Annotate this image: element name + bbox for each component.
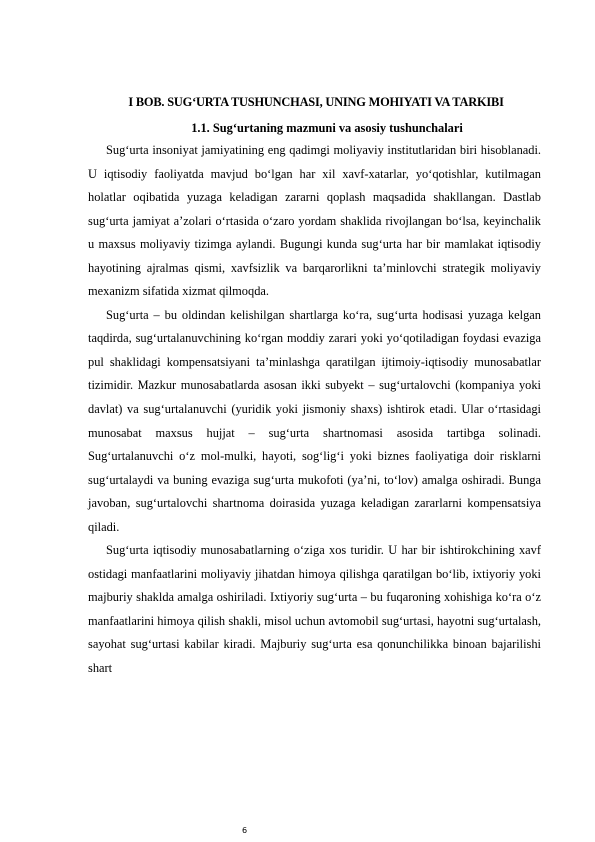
- section-title: 1.1. Sug‘urtaning mazmuni va asosiy tushunchalari: [191, 121, 463, 135]
- chapter-title: I BOB. SUG‘URTA TUSHUNCHASI, UNING MOHIYATI VA TARKIBI: [128, 95, 504, 109]
- paragraph-1: Sug‘urta insoniyat jamiyatining eng qadimgi moliyaviy institutlaridan biri hisoblanadi. U iqtisodiy faoliyatda mavjud bo‘lgan har xil xavf-xatarlar, yo‘qotishlar, kutilmagan holatlar oqibatida yuzaga keladigan zararni qoplash maqsadida shakllangan. Dastlab sug‘urta jamiyat a’zolari o‘rtasida o‘zaro yordam shaklida rivojlangan bo‘lsa, keyinchalik u maxsus moliyaviy tizimga aylandi. Bugungi kunda sug‘urta har bir mamlakat iqtisodiy hayotining ajralmas qismi, xavfsizlik va barqarorlikni ta’minlovchi strategik moliyaviy mexanizm sifatida xizmat qilmoqda.: [88, 143, 541, 299]
- paragraph-3: Sug‘urta iqtisodiy munosabatlarning o‘ziga xos turidir. U har bir ishtirokchining xavf ostidagi manfaatlarini moliyaviy jihatdan himoya qilishga qaratilgan bo‘lib, ixtiyoriy yoki majburiy shaklda amalga oshiriladi. Ixtiyoriy sug‘urta – bu fuqaroning xohishiga ko‘ra o‘z manfaatlarini himoya qilish shakli, misol uchun avtomobil sug‘urtasi, hayotni sug‘urtalash, sayohat sug‘urtasi kabilar kiradi. Majburiy sug‘urta esa qonunchilikka binoan bajarilishi shart: [88, 543, 541, 676]
- paragraph-2: Sug‘urta – bu oldindan kelishilgan shartlarga ko‘ra, sug‘urta hodisasi yuzaga kelgan taqdirda, sug‘urtalanuvchining ko‘rgan moddiy zarari yoki yo‘qotiladigan foydasi evaziga pul shaklidagi kompensatsiyani ta’minlashga qaratilgan ijtimoiy-iqtisodiy munosabatlar tizimidir. Mazkur munosabatlarda asosan ikki subyekt – sug‘urtalovchi (kompaniya yoki davlat) va sug‘urtalanuvchi (yuridik yoki jismoniy shaxs) ishtirok etadi. Ular o‘rtasidagi munosabat maxsus hujjat – sug‘urta shartnomasi asosida tartibga solinadi. Sug‘urtalanuvchi o‘z mol-mulki, hayoti, sog‘lig‘i yoki biznes faoliyatiga doir risklarni sug‘urtalaydi va buning evaziga sug‘urta mukofoti (ya’ni, to‘lov) amalga oshiradi. Bunga javoban, sug‘urtalovchi shartnoma doirasida yuzaga keladigan zararlarni kompensatsiya qiladi.: [88, 307, 541, 534]
- body-text: [88, 139, 541, 681]
- page-number: 6: [242, 826, 248, 835]
